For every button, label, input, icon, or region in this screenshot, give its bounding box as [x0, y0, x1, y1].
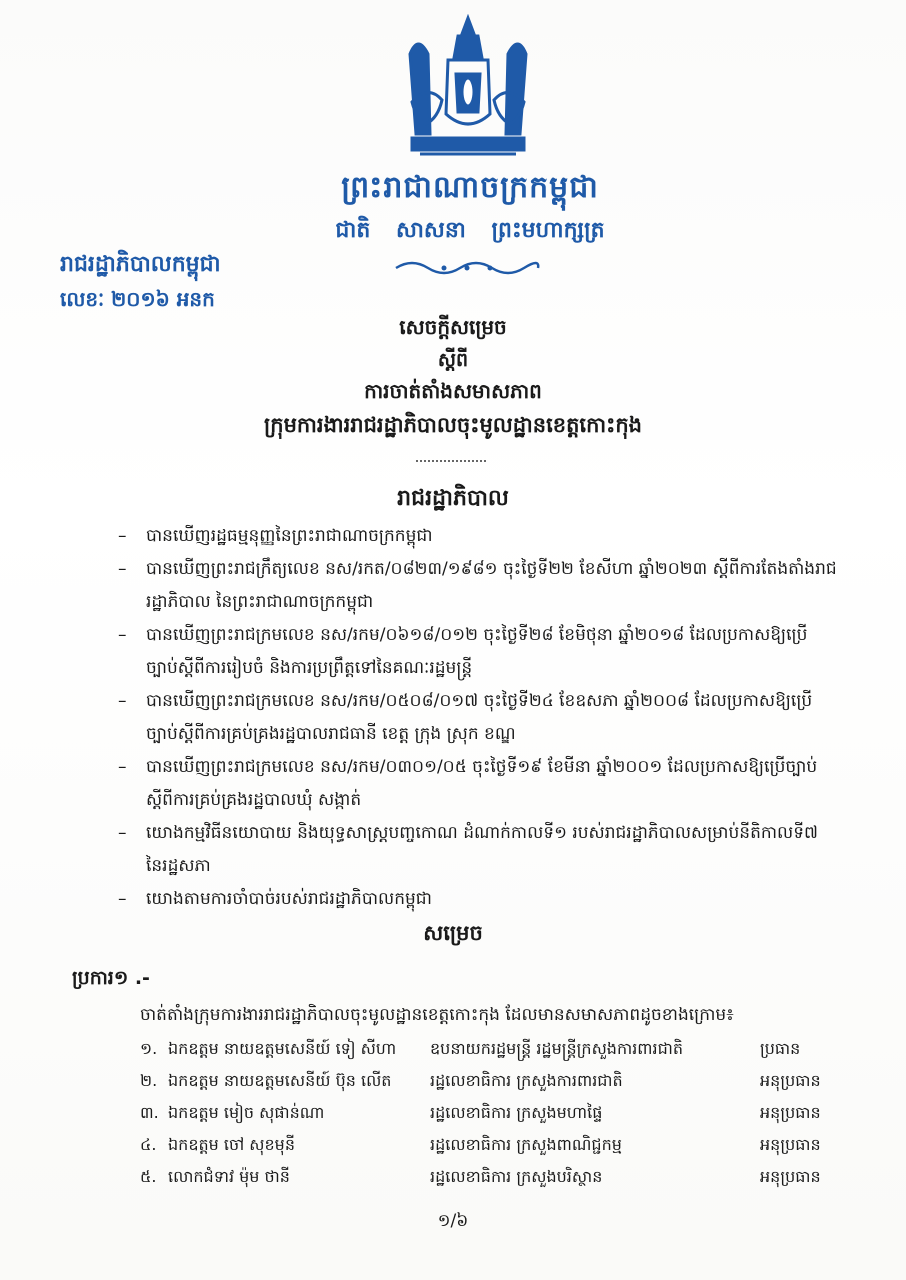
list-item: – បានឃើញព្រះរាជក្រមលេខ នស/រកម/០៣០១/០៥ ចុះថ្ងៃទី១៩ ខែមីនា ឆ្នាំ២០០១ ដែលប្រកាសឱ្យប្រើច្បាប់ស្ដីពីការគ្រប់គ្រងរដ្ឋបាលឃុំ សង្កាត់ [118, 757, 818, 810]
decision-about: ស្ដីពី [437, 349, 469, 371]
member-name: ឯកឧត្តម នាយឧត្តមសេនីយ៍ ប៊ុន លើត [168, 1071, 392, 1090]
page-number: ១/៦ [437, 1211, 469, 1231]
table-row [140, 1166, 840, 1198]
member-number: ១. [140, 1039, 158, 1058]
list-item: – បានឃើញព្រះរាជក្រមលេខ នស/រកម/០៦១៨/០១២ ចុះថ្ងៃទី២៨ ខែមិថុនា ឆ្នាំ២០១៨ ដែលប្រកាសឱ្យប្រើច្បាប់ស្ដីពីការរៀបចំ និងការប្រព្រឹត្តទៅនៃគណៈរដ្ឋមន្ត្រី [118, 625, 808, 678]
list-item: – យោងតាមការចាំបាច់របស់រាជរដ្ឋាភិបាលកម្ពុជា [118, 889, 432, 909]
article-heading: ប្រការ១ .- [72, 967, 150, 989]
member-position: រដ្ឋលេខាធិការ ក្រសួងមហាផ្ទៃ [430, 1103, 603, 1122]
decision-heading: សម្រេច [423, 921, 483, 945]
title-divider-icon [414, 458, 490, 464]
list-item-text: បានឃើញព្រះរាជក្រឹត្យលេខ នស/រកត/០៨២៣/១៩៨១ ចុះថ្ងៃទី២២ ខែសីហា ឆ្នាំ២០២៣ ស្ដីពីការតែងតាំងរាជរដ្ឋាភិបាល នៃព្រះរាជាណាចក្រកម្ពុជា [146, 559, 837, 612]
section-government: រាជរដ្ឋាភិបាល [397, 486, 509, 511]
preamble-list [118, 520, 838, 916]
decision-title: សេចក្ដីសម្រេច [399, 315, 507, 339]
decision-subject-detail: ក្រុមការងាររាជរដ្ឋាភិបាលចុះមូលដ្ឋានខេត្តកោះកុង [264, 413, 642, 437]
ornament-divider-icon [392, 258, 542, 278]
member-role: អនុប្រធាន [760, 1135, 821, 1154]
motto-religion: សាសនា [395, 218, 466, 243]
list-item-text: បានឃើញរដ្ឋធម្មនុញ្ញនៃព្រះរាជាណាចក្រកម្ពុជា [146, 526, 433, 546]
members-table [140, 1038, 840, 1198]
member-role: អនុប្រធាន [760, 1103, 821, 1122]
member-role: អនុប្រធាន [760, 1071, 821, 1090]
motto-king: ព្រះមហាក្សត្រ [491, 218, 605, 243]
member-name: ឯកឧត្តម ចៅ សុខមុនី [168, 1135, 295, 1154]
member-name: ឯកឧត្តម នាយឧត្តមសេនីយ៍ ទៀ សីហា [168, 1039, 397, 1058]
motto-nation: ជាតិ [335, 218, 371, 243]
member-position: រដ្ឋលេខាធិការ ក្រសួងបរិស្ថាន [430, 1167, 603, 1186]
member-name: លោកជំទាវ ម៉ុម ថានី [168, 1167, 290, 1186]
list-item-text: បានឃើញព្រះរាជក្រមលេខ នស/រកម/០៦១៨/០១២ ចុះថ្ងៃទី២៨ ខែមិថុនា ឆ្នាំ២០១៨ ដែលប្រកាសឱ្យប្រើច្បាប់ស្ដីពីការរៀបចំ និងការប្រព្រឹត្តទៅនៃគណៈរដ្ឋមន្ត្រី [146, 625, 808, 678]
list-item: – បានឃើញព្រះរាជក្រមលេខ នស/រកម/០៥០៨/០១៧ ចុះថ្ងៃទី២៤ ខែឧសភា ឆ្នាំ២០០៨ ដែលប្រកាសឱ្យប្រើច្បាប់ស្ដីពីការគ្រប់គ្រងរដ្ឋបាលរាជធានី ខេត្ត ក្រុង ស្រុក ខណ្ឌ [118, 691, 813, 744]
list-item-text: យោងកម្មវិធីនយោបាយ និងយុទ្ធសាស្ត្របញ្ចកោណ ដំណាក់កាលទី១ របស់រាជរដ្ឋាភិបាលសម្រាប់នីតិកាលទី៧ នៃរដ្ឋសភា [146, 823, 818, 876]
list-item-text: បានឃើញព្រះរាជក្រមលេខ នស/រកម/០៥០៨/០១៧ ចុះថ្ងៃទី២៤ ខែឧសភា ឆ្នាំ២០០៨ ដែលប្រកាសឱ្យប្រើច្បាប់ស្ដីពីការគ្រប់គ្រងរដ្ឋបាលរាជធានី ខេត្ត ក្រុង ស្រុក ខណ្ឌ [146, 691, 813, 744]
list-item: – យោងកម្មវិធីនយោបាយ និងយុទ្ធសាស្ត្របញ្ចកោណ ដំណាក់កាលទី១ របស់រាជរដ្ឋាភិបាលសម្រាប់នីតិកាលទី៧ នៃរដ្ឋសភា [118, 823, 818, 876]
member-number: ៥. [140, 1167, 157, 1186]
table-row [140, 1038, 840, 1070]
member-position: រដ្ឋលេខាធិការ ក្រសួងពាណិជ្ជកម្ម [430, 1135, 622, 1154]
list-item-text: យោងតាមការចាំបាច់របស់រាជរដ្ឋាភិបាលកម្ពុជា [146, 889, 432, 909]
kingdom-heading: ព្រះរាជាណាចក្រកម្ពុជា [341, 170, 599, 205]
national-motto [300, 216, 640, 248]
table-row [140, 1134, 840, 1166]
member-number: ៤. [140, 1135, 157, 1154]
list-item: – បានឃើញរដ្ឋធម្មនុញ្ញនៃព្រះរាជាណាចក្រកម្ពុជា [118, 526, 433, 546]
member-number: ២. [140, 1071, 158, 1090]
list-item: – បានឃើញព្រះរាជក្រឹត្យលេខ នស/រកត/០៨២៣/១៩៨១ ចុះថ្ងៃទី២២ ខែសីហា ឆ្នាំ២០២៣ ស្ដីពីការតែងតាំងរាជរដ្ឋាភិបាល នៃព្រះរាជាណាចក្រកម្ពុជា [118, 559, 837, 612]
decision-subject: ការចាត់តាំងសមាសភាព [364, 379, 542, 403]
table-row [140, 1102, 840, 1134]
member-position: ឧបនាយករដ្ឋមន្ត្រី រដ្ឋមន្ត្រីក្រសួងការពារជាតិ [430, 1039, 683, 1058]
member-role: អនុប្រធាន [760, 1167, 821, 1186]
table-row [140, 1070, 840, 1102]
member-number: ៣. [140, 1103, 159, 1122]
list-item-text: បានឃើញព្រះរាជក្រមលេខ នស/រកម/០៣០១/០៥ ចុះថ្ងៃទី១៩ ខែមីនា ឆ្នាំ២០០១ ដែលប្រកាសឱ្យប្រើច្បាប់ស្ដីពីការគ្រប់គ្រងរដ្ឋបាលឃុំ សង្កាត់ [146, 757, 818, 810]
document-number: លេខៈ ២០១៦ អនក [60, 287, 215, 311]
article-intro: ចាត់តាំងក្រុមការងាររាជរដ្ឋាភិបាលចុះមូលដ្ឋានខេត្តកោះកុង ដែលមានសមាសភាពដូចខាងក្រោម៖ [140, 1005, 734, 1025]
member-name: ឯកឧត្តម មៀច សុផាន់ណា [168, 1103, 325, 1122]
issuing-government: រាជរដ្ឋាភិបាលកម្ពុជា [60, 252, 221, 277]
royal-coat-of-arms-icon [398, 14, 538, 164]
member-position: រដ្ឋលេខាធិការ ក្រសួងការពារជាតិ [430, 1071, 623, 1090]
member-role: ប្រធាន [760, 1039, 801, 1058]
